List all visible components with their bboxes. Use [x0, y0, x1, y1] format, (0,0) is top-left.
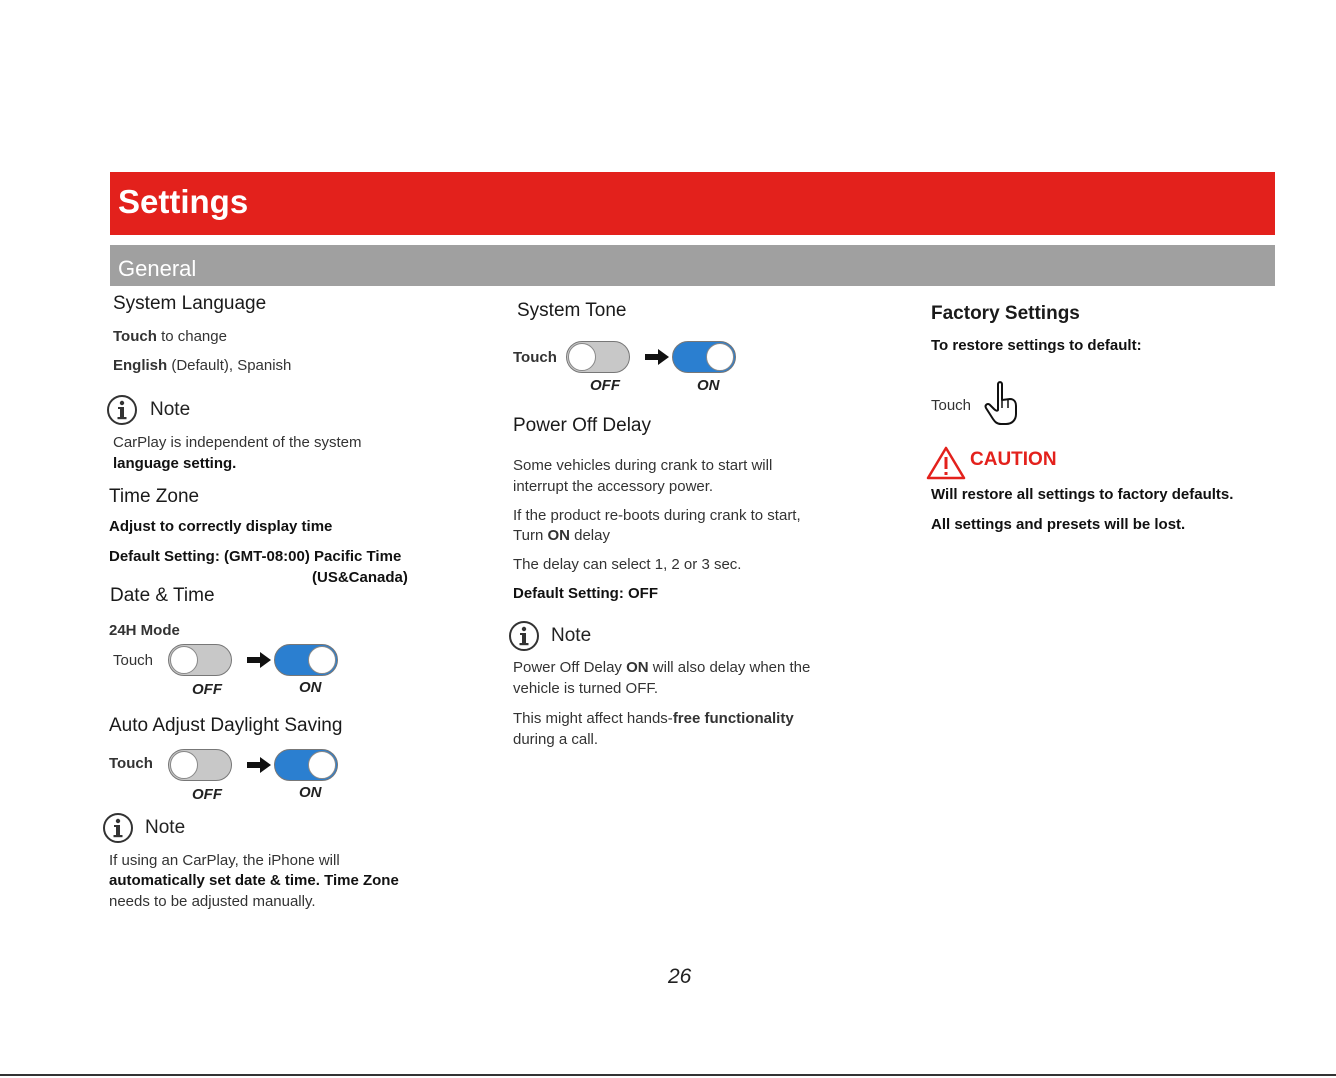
- daylight-toggle-off[interactable]: [168, 749, 232, 781]
- text-part: This might affect hands-: [513, 710, 673, 727]
- page-title: Settings: [118, 183, 249, 220]
- note-label: Note: [150, 399, 191, 420]
- page-number: 26: [668, 965, 692, 988]
- note2-line3: needs to be adjusted manually.: [109, 893, 316, 910]
- time-zone-region: (US&Canada): [312, 569, 408, 586]
- text-bold-part: ON: [626, 659, 649, 676]
- system-tone-toggle-off[interactable]: [566, 341, 630, 373]
- text-part: Turn: [513, 527, 548, 544]
- time-zone-default: Default Setting: (GMT-08:00) Pacific Time: [109, 548, 402, 565]
- on-label: ON: [299, 679, 322, 696]
- system-tone-toggle-on[interactable]: [672, 341, 736, 373]
- toggle-knob: [308, 646, 336, 674]
- bottom-divider: [0, 1074, 1336, 1076]
- power-off-default: Default Setting: OFF: [513, 585, 658, 602]
- note-label: Note: [145, 817, 186, 838]
- language-english: English: [113, 357, 168, 374]
- arrow-right-icon: [247, 652, 271, 668]
- power-off-delay-heading: Power Off Delay: [513, 415, 651, 436]
- note-label: Note: [551, 625, 592, 646]
- off-label: OFF: [192, 786, 222, 803]
- toggle-knob: [170, 751, 198, 779]
- system-language-options: [113, 355, 291, 376]
- caution-warn1: Will restore all settings to factory defaults.: [931, 486, 1234, 503]
- text-bold-part: ON: [547, 527, 570, 544]
- on-label: ON: [299, 784, 322, 801]
- text-part: Power Off Delay: [513, 659, 627, 676]
- system-language-heading: System Language: [113, 293, 267, 314]
- 24h-mode-text: 24H Mode: [109, 622, 180, 639]
- touch-label: Touch: [113, 652, 154, 669]
- note3-line4: during a call.: [513, 731, 599, 748]
- power-off-p2-line2: [513, 525, 610, 546]
- language-options-rest: (Default), Spanish: [171, 357, 292, 374]
- touch-label: [513, 347, 557, 368]
- info-icon: [106, 394, 138, 426]
- info-icon: [102, 812, 134, 844]
- caution-label: CAUTION: [970, 449, 1057, 470]
- note1-line1: CarPlay is independent of the system: [113, 434, 362, 451]
- time-zone-line1: Adjust to correctly display time: [109, 518, 333, 535]
- settings-banner: [110, 172, 1275, 235]
- general-section-bar: [110, 245, 1275, 286]
- system-tone-heading: System Tone: [517, 300, 627, 321]
- daylight-toggle-on[interactable]: [274, 749, 338, 781]
- system-language-touch-line: [113, 326, 227, 347]
- toggle-knob: [568, 343, 596, 371]
- text-part: delay: [569, 527, 610, 544]
- time-zone-heading: Time Zone: [109, 486, 200, 507]
- note3-line2: vehicle is turned OFF.: [513, 680, 659, 697]
- toggle-knob: [308, 751, 336, 779]
- section-title: General: [118, 256, 197, 281]
- arrow-right-icon: [247, 757, 271, 773]
- text-part: will also delay when the: [648, 659, 811, 676]
- 24h-mode-toggle-on[interactable]: [274, 644, 338, 676]
- touch-label: Touch: [113, 328, 157, 345]
- power-off-p2-line1: If the product re-boots during crank to start,: [513, 507, 801, 524]
- on-label: ON: [697, 377, 720, 394]
- off-label: OFF: [192, 681, 222, 698]
- note2-line1: If using an CarPlay, the iPhone will: [109, 852, 340, 869]
- power-off-p1-line2: interrupt the accessory power.: [513, 478, 714, 495]
- arrow-right-icon: [645, 349, 669, 365]
- info-icon: [508, 620, 540, 652]
- caution-warn2: All settings and presets will be lost.: [931, 516, 1186, 533]
- touch-text: Touch: [513, 349, 557, 366]
- date-time-heading: Date & Time: [110, 585, 215, 606]
- toggle-knob: [706, 343, 734, 371]
- touch-label: Touch: [931, 397, 972, 414]
- off-label: OFF: [590, 377, 620, 394]
- touch-text: Touch: [109, 755, 153, 772]
- toggle-knob: [170, 646, 198, 674]
- daylight-saving-heading: Auto Adjust Daylight Saving: [109, 715, 343, 736]
- 24h-mode-toggle-off[interactable]: [168, 644, 232, 676]
- note2-line2: automatically set date & time. Time Zone: [109, 872, 399, 889]
- touch-label: [109, 753, 153, 774]
- factory-line1: To restore settings to default:: [931, 337, 1142, 354]
- note1-line2: language setting.: [113, 455, 237, 472]
- note3-line1: [513, 657, 810, 678]
- text-bold-part: free functionality: [672, 710, 794, 727]
- hand-pointer-icon: [983, 380, 1021, 426]
- touch-rest: to change: [161, 328, 227, 345]
- note3-line3: [513, 708, 794, 729]
- 24h-mode-label: [109, 620, 180, 641]
- warning-triangle-icon: [926, 446, 966, 480]
- factory-settings-heading: Factory Settings: [931, 303, 1080, 324]
- power-off-p1-line1: Some vehicles during crank to start will: [513, 457, 773, 474]
- power-off-p3: The delay can select 1, 2 or 3 sec.: [513, 556, 742, 573]
